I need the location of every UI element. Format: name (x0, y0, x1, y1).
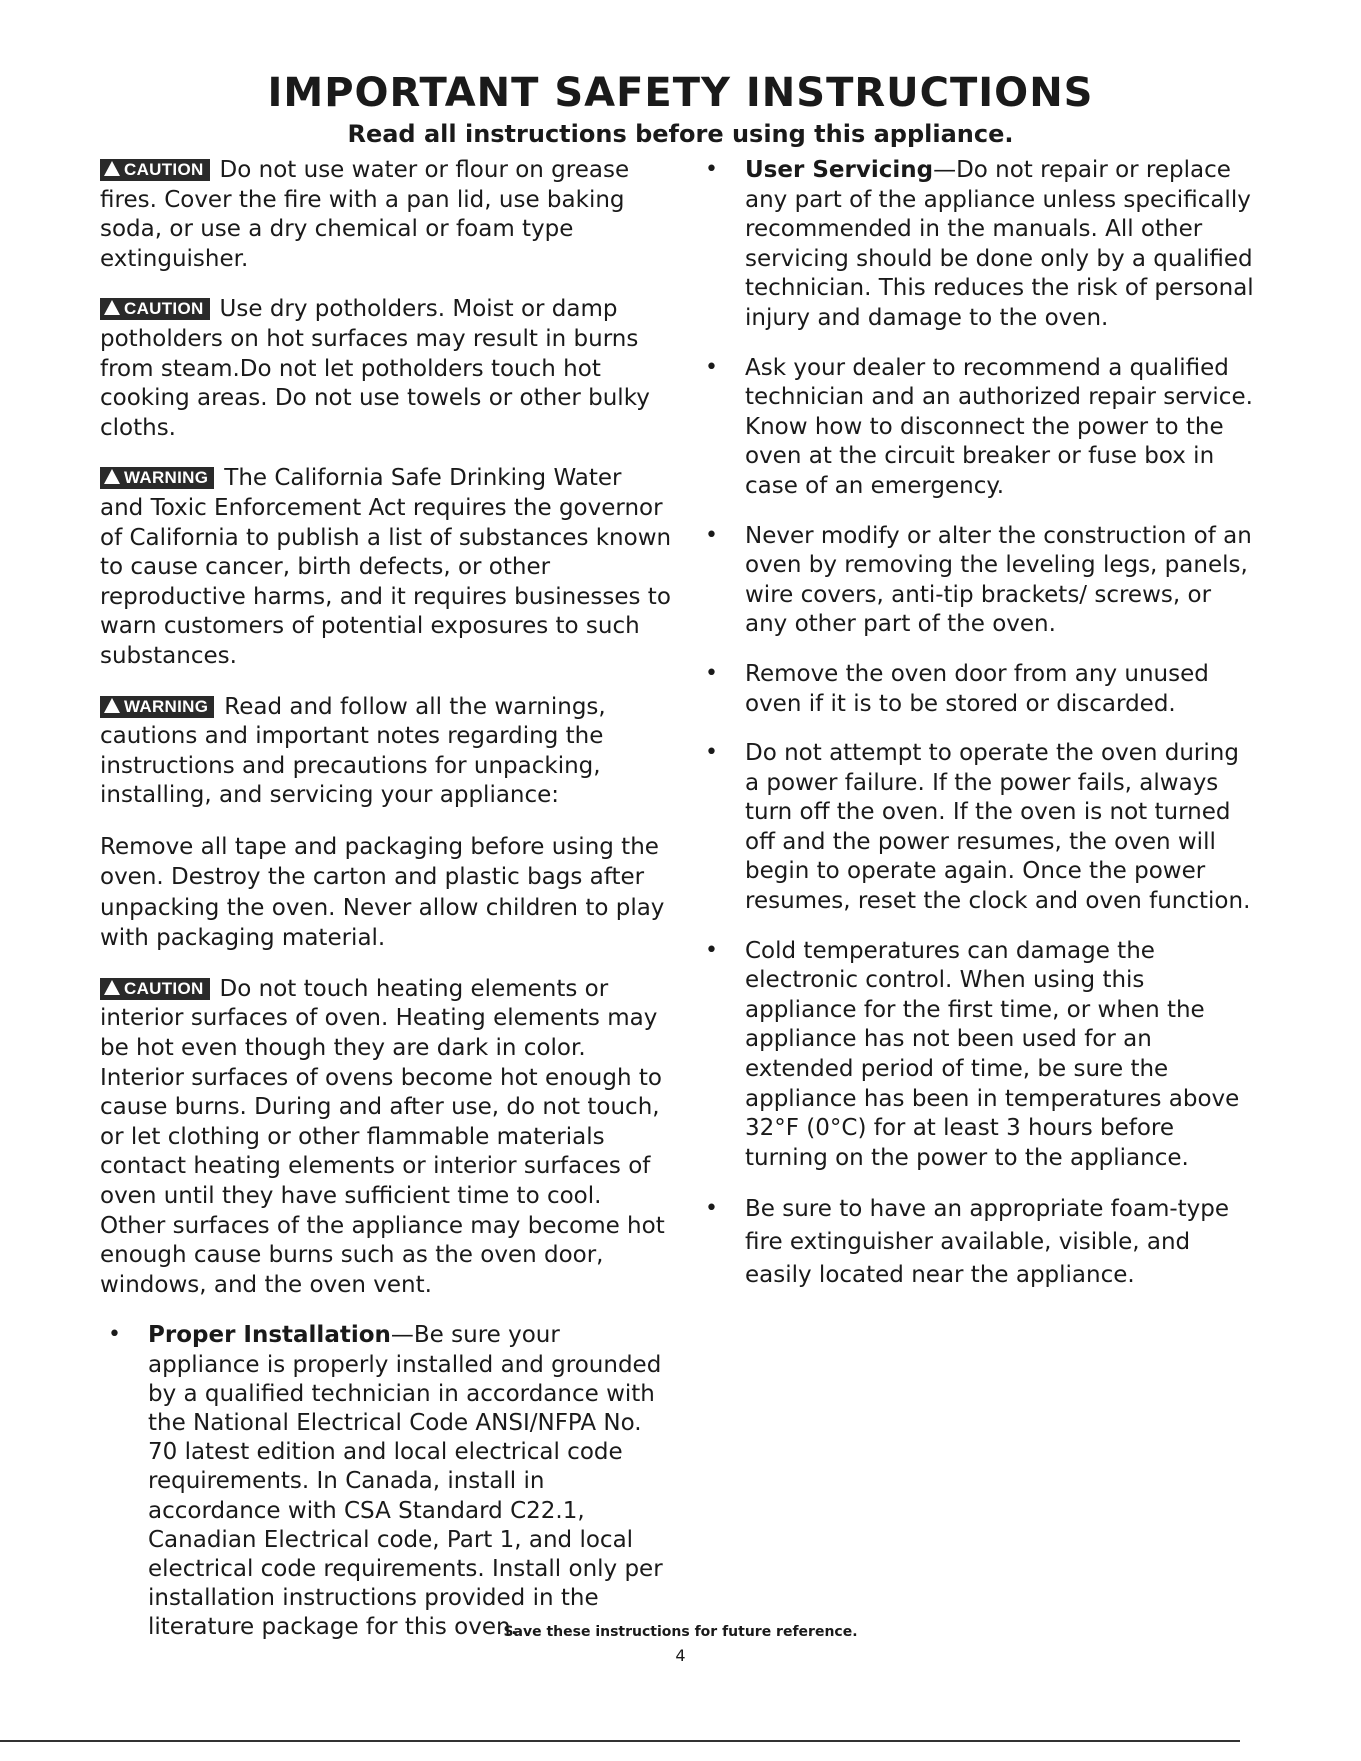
bullet-icon: • (705, 157, 718, 182)
packaging-paragraph: Remove all tape and packaging before using the oven. Destroy the carton and plastic bags after unpacking the oven. Never allow children to play with packaging material. (100, 833, 665, 952)
caution-badge: CAUTION (100, 159, 210, 181)
caution-paragraph-grease-fires: CAUTION Do not use water or flour on grease fires. Cover the fire with a pan lid, use baking soda, or use a dry chemical or foam type extinguisher. (100, 157, 630, 272)
bullet-icon: • (705, 660, 718, 686)
bullet-icon: • (705, 937, 718, 963)
bullet-cold-temperatures: • Cold temperatures can damage the electronic control. When using this appliance for the first time, or when the appliance has not been used for an extended period of time, be sure the appliance has been in temperatures above 32°F (0°C) for at least 3 hours before turning on the power to the appliance. (705, 937, 1240, 1171)
bullet-icon: • (705, 1196, 718, 1222)
right-column (697, 156, 1257, 1312)
warning-triangle-icon (104, 980, 120, 995)
left-column (100, 156, 672, 1663)
bullet-fire-extinguisher: • Be sure to have an appropriate foam-type fire extinguisher available, visible, and easily located near the appliance. (697, 1193, 1257, 1292)
bullet-icon: • (705, 522, 718, 548)
page-subtitle: Read all instructions before using this appliance. (347, 120, 1014, 148)
footer-note: Save these instructions for future reference. (503, 1624, 858, 1640)
caution-badge: CAUTION (100, 298, 210, 320)
bullet-user-servicing: • User Servicing—Do not repair or replace any part of the appliance unless specifically recommended in the manuals. All other servicing should be done only by a qualified technician. This reduces the risk of personal injury and damage to the oven. (705, 157, 1254, 331)
warning-triangle-icon (104, 469, 120, 484)
warning-triangle-icon (104, 698, 120, 713)
warning-badge: WARNING (100, 696, 214, 718)
warning-badge: WARNING (100, 467, 214, 489)
left-bullet-list (100, 1321, 672, 1642)
page-number: 4 (675, 1646, 686, 1665)
warning-triangle-icon (104, 161, 120, 176)
caution-badge: CAUTION (100, 978, 210, 1000)
bullet-icon: • (705, 740, 718, 766)
right-bullet-list (697, 156, 1257, 1292)
caution-paragraph-potholders: CAUTION Use dry potholders. Moist or damp potholders on hot surfaces may result in burns from steam.Do not let potholders touch hot cooking areas. Do not use towels or other bulky cloths. (100, 296, 650, 441)
page-title: IMPORTANT SAFETY INSTRUCTIONS (267, 70, 1094, 116)
bullet-remove-door: • Remove the oven door from any unused oven if it is to be stored or discarded. (705, 660, 1209, 717)
bullet-icon: • (108, 1322, 121, 1348)
bullet-power-failure: • Do not attempt to operate the oven during a power failure. If the power fails, always turn off the oven. If the oven is not turned off and the power resumes, the oven will begin to operate again. Once the power resumes, reset the clock and oven function. (705, 740, 1251, 915)
bottom-rule (0, 1740, 1240, 1742)
caution-paragraph-heating-elements: CAUTION Do not touch heating elements or interior surfaces of oven. Heating elements may be hot even though they are dark in color. Interior surfaces of ovens become hot enough to cause burns. During and after use, do not touch, or let clothing or other flammable materials contact heating elements or interior surfaces of oven until they have sufficient time to cool. Other surfaces of the appliance may become hot enough cause burns such as the oven door, windows, and the oven vent. (100, 975, 665, 1298)
bullet-dealer: • Ask your dealer to recommend a qualified technician and an authorized repair service. Know how to disconnect the power to the oven at the circuit breaker or fuse box in case of an emergency. (705, 354, 1253, 499)
bullet-icon: • (705, 354, 718, 380)
bullet-proper-installation: • Proper Installation—Be sure your appliance is properly installed and grounded by a qualified technician in accordance with the National Electrical Code ANSI/NFPA No. 70 latest edition and local electrical code requirements. In Canada, install in accordance with CSA Standard C22.1, Canadian Electrical code, Part 1, and local electrical code requirements. Install only per installation instructions provided in the literature package for this oven. (108, 1322, 663, 1641)
bullet-never-modify: • Never modify or alter the construction of an oven by removing the leveling legs, panels, wire covers, anti-tip brackets/ screws, or any other part of the oven. (705, 522, 1252, 638)
warning-triangle-icon (104, 300, 120, 315)
warning-paragraph-california: WARNING The California Safe Drinking Water and Toxic Enforcement Act requires the governor of California to publish a list of substances known to cause cancer, birth defects, or other reproductive harms, and it requires businesses to warn customers of potential exposures to such substances. (100, 465, 672, 669)
warning-paragraph-read-follow: WARNING Read and follow all the warnings, cautions and important notes regarding the instructions and precautions for unpacking, installing, and servicing your appliance: (100, 693, 606, 809)
